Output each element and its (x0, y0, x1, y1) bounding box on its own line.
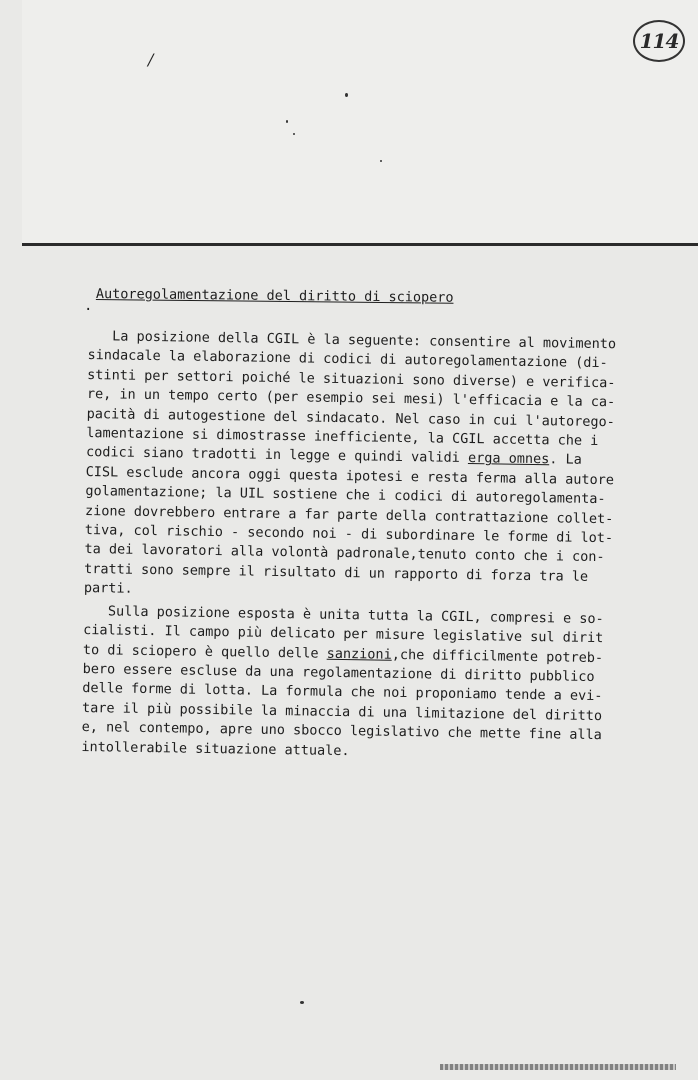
scan-speck (293, 133, 295, 135)
text-segment: golamentazione; la UIL sostiene che i codici di autoregolamenta- (85, 483, 606, 508)
text-segment: tiva, col rischio - secondo noi - di subordinare le forme di lot- (84, 522, 614, 547)
text-segment: lamentazione si dimostrasse inefficiente, la CGIL accetta che i (86, 425, 599, 450)
text-segment: sindacale la elaborazione di codici di autoregolamentazione (di- (87, 347, 608, 372)
section-heading: Autoregolamentazione del diritto di sciopero (95, 286, 454, 306)
text-segment: delle forme di lotta. La formula che noi proponiamo tende a evi- (82, 680, 603, 705)
text-segment: CISL esclude ancora oggi questa ipotesi e resta ferma alla autore (85, 463, 615, 489)
text-segment: tratti sono sempre il risultato di un rapporto di forza tra le (84, 560, 589, 585)
pencil-mark: / (148, 50, 154, 69)
heading-bullet: . (84, 298, 93, 314)
text-segment: zione dovrebbero entrare a far parte della contrattazione collet- (84, 502, 614, 527)
text-segment: parti. (83, 580, 133, 598)
text-segment: pacità di autogestione del sindacato. Nel caso in cui l'autorego- (86, 405, 616, 430)
underlined-phrase: erga omnes (467, 450, 550, 468)
document-body (81, 327, 640, 766)
scan-edge-strip (440, 1064, 676, 1070)
text-segment: bero essere escluse da una regolamentazione di diritto pubblico (82, 660, 595, 685)
text-segment: La posizione della CGIL è la seguente: consentire al movimento (87, 327, 617, 353)
text-segment: e, nel contempo, apre uno sbocco legislativo che mette fine alla (81, 719, 602, 744)
text-segment: codici siano tradotti in legge e quindi validi (85, 444, 469, 467)
text-segment: . La (549, 451, 582, 469)
scan-speck (380, 160, 382, 162)
paragraph-position-cgil (84, 327, 640, 607)
text-segment: cialisti. Il campo più delicato per misure legislative sul dirit (83, 622, 604, 647)
scan-speck (286, 120, 288, 123)
paragraph-sanctions (81, 602, 635, 766)
previous-page-strip (22, 0, 698, 246)
text-segment: to di sciopero è quello delle (82, 641, 327, 662)
text-segment: tare il più possibile la minaccia di una limitazione del diritto (81, 699, 603, 724)
scan-speck (300, 1001, 304, 1004)
underlined-phrase: sanzioni (326, 645, 392, 663)
text-segment: Sulla posizione esposta è unita tutta la CGIL, compresi e so- (83, 602, 604, 627)
page-number: 114 (639, 29, 679, 53)
text-segment: re, in un tempo certo (per esempio sei mesi) l'efficacia e la ca- (86, 386, 616, 411)
scan-speck (345, 93, 348, 97)
page-number-stamp (633, 20, 685, 62)
text-segment: ta dei lavoratori alla volontà padronale,tenuto conto che i con- (84, 541, 605, 566)
text-segment: stinti per settori poiché le situazioni sono diverse) e verifica- (87, 366, 616, 392)
text-segment: intollerabile situazione attuale. (81, 738, 350, 759)
text-segment: ,che difficilmente potreb- (391, 646, 604, 666)
